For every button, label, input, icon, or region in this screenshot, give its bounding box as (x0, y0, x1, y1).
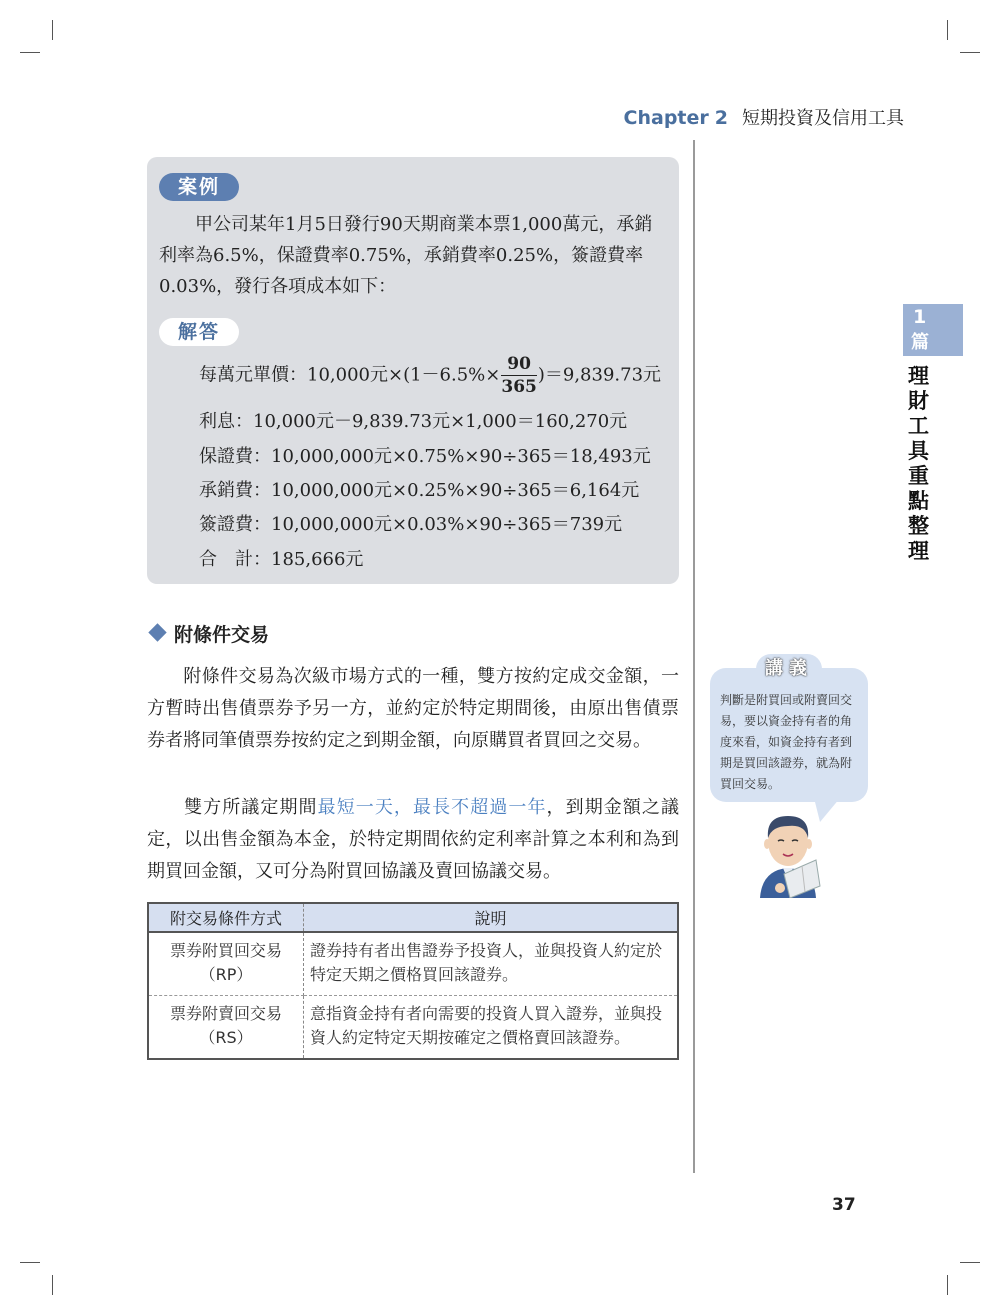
price-formula-start: 每萬元單價：10,000元×(1－6.5%× (199, 364, 501, 386)
fraction (501, 353, 537, 398)
answer-guarantee-line: 保證費：10,000,000元×0.75%×90÷365＝18,493元 (199, 446, 651, 467)
section-heading (147, 620, 269, 647)
table-cell-type (148, 996, 304, 1060)
answer-underwriting-line: 承銷費：10,000,000元×0.25%×90÷365＝6,164元 (199, 480, 640, 501)
fraction-denominator: 365 (501, 377, 537, 397)
chapter-title: 短期投資及信用工具 (742, 108, 904, 129)
section-title: 附條件交易 (174, 624, 270, 646)
answer-price-line (199, 353, 661, 398)
table-cell-desc: 證券持有者出售證券予投資人，並與投資人約定於特定天期之價格買回該證券。 (304, 932, 679, 996)
table-header-row (148, 903, 678, 932)
table-cell-type (148, 932, 304, 996)
table-row (148, 932, 678, 996)
case-text-content: 甲公司某年1月5日發行90天期商業本票1,000萬元，承銷利率為6.5%，保證費率0.75%，承銷費率0.25%，簽證費率0.03%，發行各項成本如下： (159, 214, 653, 297)
crop-mark (20, 1262, 40, 1263)
chapter-label: Chapter (623, 107, 709, 129)
part-number: 1 (913, 306, 927, 328)
part-title: 理財工具重點整理 (908, 364, 929, 563)
diamond-bullet-icon (148, 623, 166, 641)
tip-text: 判斷是附買回或附賣回交易，要以資金持有者的角度來看，如資金持有者到期是買回該證券，就為附買回交易。 (720, 693, 853, 791)
tip-title: 講義 (756, 654, 822, 684)
table-header: 附交易條件方式 (148, 903, 304, 932)
paragraph-2-start: 雙方所議定期間 (183, 797, 318, 818)
crop-mark (52, 1275, 53, 1295)
case-tag: 案例 (159, 173, 239, 201)
part-label: 篇 (911, 332, 929, 353)
fraction-numerator: 90 (501, 353, 537, 376)
case-box (147, 157, 679, 584)
table-cell-desc: 意指資金持有者向需要的投資人買入證券，並與投資人約定特定天期按確定之價格賣回該證券。 (304, 996, 679, 1060)
paragraph-1 (147, 661, 679, 757)
crop-mark (960, 52, 980, 53)
column-divider (693, 140, 695, 1173)
type-name: 票券附賣回交易 (169, 1004, 282, 1023)
answer-total-line: 合 計：185,666元 (199, 549, 364, 570)
case-text (159, 209, 667, 302)
table-header: 說明 (304, 903, 679, 932)
answer-tag: 解答 (159, 318, 239, 346)
price-formula-end: )＝9,839.73元 (537, 364, 662, 386)
type-abbr: （RS） (199, 1028, 253, 1047)
crop-mark (20, 52, 40, 53)
crop-mark (947, 1275, 948, 1295)
table-row (148, 996, 678, 1060)
type-name: 票券附買回交易 (169, 941, 282, 960)
answer-interest-line: 利息：10,000元－9,839.73元×1,000＝160,270元 (199, 411, 628, 432)
paragraph-2 (147, 792, 679, 888)
page-number: 37 (832, 1195, 856, 1215)
type-abbr: （RP） (199, 965, 253, 984)
crop-mark (52, 20, 53, 40)
crop-mark (947, 20, 948, 40)
paragraph-2-highlight: 最短一天，最長不超過一年 (317, 797, 547, 818)
crop-mark (960, 1262, 980, 1263)
paragraph-1-text: 附條件交易為次級市場方式的一種，雙方按約定成交金額，一方暫時出售債票券予另一方，並約定於特定期間後，由原出售債票券者將同筆債票券按約定之到期金額，向原購買者買回之交易。 (147, 666, 679, 751)
part-tab (903, 304, 963, 356)
answer-certification-line: 簽證費：10,000,000元×0.03%×90÷365＝739元 (199, 514, 623, 535)
repo-table (147, 902, 679, 1060)
paragraph-2-end: ，到期金額之議定，以出售金額為本金，於特定期間依約定利率計算之本利和為到期買回金額，又可分為附買回協議及賣回協議交易。 (147, 797, 680, 882)
running-header (560, 104, 904, 130)
reading-man-icon (750, 808, 825, 898)
chapter-number: 2 (714, 107, 728, 129)
